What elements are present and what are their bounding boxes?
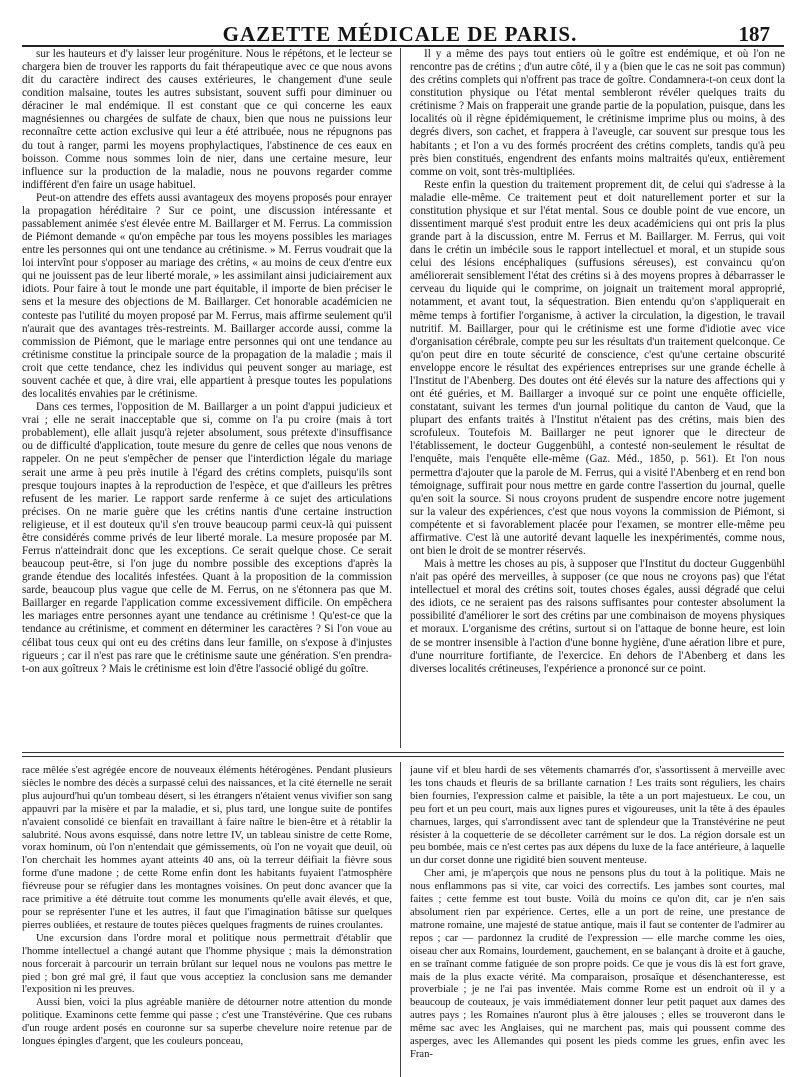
paragraph: Mais à mettre les choses au pis, à supposer que l'Institut du docteur Guggenbühl n'ait pas opéré des merveilles, à supposer (ce que nous ne croyons pas) que l'état intellectuel et moral des crétins soit, toutes choses égales, aussi dégradé que celui des idiots, ce ne seraient pas des raisons suffisantes pour contester absolument la possibilité d'améliorer le sort des crétins par une combinaison de moyens physiques et moraux. L'organisme des crétins, surtout si on l'attaque de bonne heure, est loin de se montrer insensible à l'action d'une bonne hygiène, d'une aération libre et pure, d'une nourriture fortifiante, de l'exercice. En dehors de l'Abenberg et dans les diverses localités crétineuses, l'expérience a prononcé sur ce point. [410,558,785,675]
journal-title: GAZETTE MÉDICALE DE PARIS. [222,22,578,46]
main-left-column [22,48,392,748]
paragraph: Reste enfin la question du traitement proprement dit, de celui qui s'adresse à la maladie elle-même. Ce traitement peut et doit naturellement porter et sur la constitution physique et sur l'état mental. Sous ce double point de vue encore, un dissentiment marqué s'est produit entre les deux académiciens qui ont pris la plus grande part à la discussion, entre M. Ferrus et M. Baillarger. M. Ferrus, qui voit dans le crétin un imbécile sous le rapport intellectuel et moral, et un stupide sous celui des lésions encéphaliques (suffusions séreuses), est convaincu qu'on améliorerait sensiblement l'état des crétins si à des moyens propres à débarrasser le cerveau du liquide qui le comprime, on joignait un traitement moral approprié, notamment, et avant tout, la séquestration. Bien entendu qu'on s'appliquerait en même temps à fortifier l'organisme, à activer la circulation, la digestion, le travail nutritif. M. Baillarger, pour qui le crétinisme est une forme d'idiotie avec vice d'organisation cérébrale, compte peu sur les résultats d'un traitement quelconque. Ce qu'on peut dire en toute sécurité de conscience, c'est qu'une certaine obscurité enveloppe encore le résultat des expériences entreprises sur une grande échelle à l'Institut de l'Abenberg. Des doutes ont été élevés sur la nature des affections qui y ont été guéries, et M. Baillarger a invoqué sur ce point une enquête officielle, constatant, suivant les termes d'un journal politique du canton de Vaud, que la plupart des enfants traités à l'Institut n'étaient pas des crétins, mais bien des scrofuleux. Toutefois M. Baillarger ne peut ignorer que le directeur de l'établissement, le docteur Guggenbühl, a contesté non-seulement le résultat de l'enquête, mais l'enquête elle-même (Gaz. Méd., 1850, p. 561). Et l'on nous permettra d'ajouter que la parole de M. Ferrus, qui a visité l'Abenberg et en rend bon témoignage, suffirait pour nous mettre en garde contre l'assertion du journal, quelle qu'en soit la source. Si nous croyons prudent de suspendre encore notre jugement sur la valeur des expériences, c'est que nous voyons la commission de Piémont, si compétente et si favorablement placée pour l'examen, se montrer elle-même peu affirmative. C'est là une autorité devant laquelle les inexpérimentés, comme nous, ont bien le droit de se montrer réservés. [410,178,785,557]
feuilleton-left-column [22,765,392,1077]
paragraph: Aussi bien, voici la plus agréable manière de détourner notre attention du monde politique. Examinons cette femme qui passe ; c'est une Transtévérine. Que ces rubans d'un rouge ardent posés en couronne sur sa superbe chevelure noire retenue par de longues épingles d'argent, que les couleurs ponceau, [22,997,392,1048]
paragraph: Dans ces termes, l'opposition de M. Baillarger a un point d'appui judicieux et vrai ; elle ne serait inacceptable que si, comme on l'a pu croire (mais à tort probablement), elle allait jusqu'à rejeter absolument, sous prétexte d'insuffisance ou de difficulté d'application, toute mesure du genre de celles que nous venons de rappeler. On ne peut s'empêcher de penser que l'interdiction légale du mariage serait une arme à peu près inutile à l'égard des crétins complets, puisqu'ils sont presque toujours inaptes à la reproduction de l'espèce, et que d'ailleurs les prêtres refusent de les marier. Le rapport sarde renferme à ce sujet des articulations précises. On ne marie guère que les crétins nantis d'une certaine instruction religieuse, et il est douteux qu'il s'en trouve beaucoup parmi ceux-là qui puissent être considérés comme privés de leur liberté morale. La mesure proposée par M. Ferrus n'atteindrait donc que les exceptions. Ce serait quelque chose. Ce serait beaucoup peut-être, si l'on juge du nombre possible des exceptions d'après la grande étendue des localités infestées. Quant à la proposition de la commission sarde, beaucoup plus vague que celle de M. Ferrus, on ne s'étonnera pas que M. Baillarger en regarde l'application comme excessivement difficile. On empêchera les mariages entre personnes ayant une tendance au crétinisme ! Qu'est-ce que la tendance au crétinisme, et comment en déterminer les caractères ? Si l'on voue au célibat tous ceux qui ont eu des crétins dans leur famille, on s'expose à d'injustes rigueurs ; car il n'est pas rare que le crétinisme saute une génération. S'en prendra-t-on aux goîtreux ? Mais le crétinisme est loin d'être l'associé obligé du goître. [22,401,392,675]
paragraph: Peut-on attendre des effets aussi avantageux des moyens proposés pour enrayer la propagation héréditaire ? Sur ce point, une discussion intéressante et passablement animée s'est élevée entre M. Baillarger et M. Ferrus. La commission de Piémont demande « qu'on empêche par tous les moyens possibles les mariages entre les personnes qui ont une tendance au crétinisme. » M. Ferrus voudrait que la loi intervînt pour s'opposer au mariage des crétins, « au moins de ceux d'entre eux qui ne jouissent pas de leur liberté morale, » les assimilant ainsi judiciairement aux idiots. Pour faire à tout le monde une part équitable, il importe de bien préciser le sens et la mesure des objections de M. Baillarger. Cet honorable académicien ne conteste pas l'utilité du moyen proposé par M. Ferrus, mais affirme seulement qu'il n'aurait que des avantages très-restreints. M. Baillarger accorde aussi, comme la commission de Piémont, que le mariage entre personnes qui ont une tendance au crétinisme constitue la principale source de la propagation de la maladie ; mais il croit que cette tendance, chez les individus qui peuvent songer au mariage, est souvent cachée et que, à dire vrai, elle appartient à presque toutes les populations des localités envahies par le crétinisme. [22,191,392,401]
paragraph: Cher ami, je m'aperçois que nous ne pensons plus du tout à la politique. Mais ne nous enflammons pas si vite, car voici des correctifs. Les jambes sont courtes, mal faites ; cette femme est tout buste. Voilà du moins ce qu'on dit, car je n'en sais absolument rien par expérience. Certes, elle a un port de reine, une prestance de matrone romaine, une majesté de statue antique, mais il faut se contenter de l'admirer au repos ; car — pardonnez la crudité de l'expression — elle marche comme les oies, oiseau cher aux Romains, lourdement, gauchement, en se balançant à droite et à gauche, en se traînant comme fatiguée de son propre poids. Ce que je vous dis là est fort grave, mais de la plus exacte vérité. Ma comparaison, prosaïque et désenchanteresse, est proverbiale ; je ne l'ai pas inventée. Mais comme Rome est un endroit où il y a beaucoup de couteaux, je vais immédiatement donner leur petit paquet aux dames des autres pays ; les Romaines n'auront plus à être jalouses ; elles se trouveront dans le même sac avec les Anglaises, qui ne marchent pas, mais qui poussent comme des asperges, avec les Allemandes qui posent les pieds comme les grues, enfin avec les Fran- [410,868,785,1060]
feuilleton-rule-top [22,752,784,753]
column-divider-top [400,48,401,748]
feuilleton-right-column [410,765,785,1077]
paragraph: race mêlée s'est agrégée encore de nouveaux éléments hétérogènes. Pendant plusieurs siècles le nombre des décès a surpassé celui des naissances, et la cité éternelle ne serait plus aujourd'hui qu'un tombeau désert, si les étrangers n'étaient venus vivifier son sang appauvri par la misère et par la maladie, et si, plus tard, une longue suite de pontifes n'avaient consolidé ce bienfait en travaillant à faire naître le bien-être et à rétablir la salubrité. Nous avons esquissé, dans notre lettre IV, un tableau sinistre de cette Rome, vorax hominum, où l'on n'entendait que gémissements, où l'on ne voyait que deuil, où l'on cherchait les hommes ayant atteints 40 ans, où la terreur déifiait la fièvre sous forme d'une madone ; de cette Rome enfin dont les habitants fuyaient l'atmosphère fiévreuse pour se réfugier dans les montagnes voisines. On peut donc avancer que la race primitive a été détruite tout comme les monuments qu'elle avait élevés, et que, pour se représenter l'une et les autres, il faut que l'imagination bâtisse sur quelques pierres oubliées, et restaure de toutes pièces quelques fragments de ruines croulantes. [22,765,392,931]
paragraph: Une excursion dans l'ordre moral et politique nous permettrait d'établir que l'homme intellectuel a changé autant que l'homme physique ; mais la démonstration nous forcerait à parcourir un terrain brûlant sur lequel nous ne voulons pas mettre le pied ; bon gré mal gré, il faut que vous acceptiez la conclusion sans me demander l'exposition ni les preuves. [22,932,392,996]
main-right-column [410,48,785,748]
paragraph: jaune vif et bleu hardi de ses vêtements chamarrés d'or, s'assortissent à merveille avec les tons chauds et fleuris de sa brillante carnation ! Les traits sont réguliers, les chairs bien fournies, l'expression calme et paisible, la tête a un port majestueux. Le cou, un peu fort et un peu court, mais aux lignes pures et vigoureuses, unit la tête à des épaules charnues, larges, qui s'arrondissent avec tant de splendeur que la Transtévérine ne peut résister à la coquetterie de se décolleter carrément sur le dos. La région dorsale est un peu bombée, mais ce n'est certes pas aux dépens du luxe de la face antérieure, à laquelle un dur corset donne une rigidité bien souvent menteuse. [410,765,785,867]
feuilleton-rule-bottom [22,756,784,757]
paragraph: Il y a même des pays tout entiers où le goître est endémique, et où l'on ne rencontre pas de crétins ; d'un autre côté, il y a (bien que le cas ne soit pas commun) des crétins complets qui n'offrent pas trace de goître. Condamnera-t-on ceux dont la constitution physique ou l'état mental sembleront révéler quelques traits du crétinisme ? Mais on frapperait une grande partie de la population, puisque, dans les localités où il règne épidémiquement, le crétinisme imprime plus ou moins, à des degrés divers, son cachet, et frappera à l'aveugle, car souvent sur presque tous les habitants ; et l'on a vu des formés procréent des crétins complets, tandis qu'à peu près bien constitués, engendrent des enfants moins maltraités qu'eux, entièrement comme on voit, sont très-multipliées. [410,48,785,178]
paragraph: sur les hauteurs et d'y laisser leur progéniture. Nous le répétons, et le lecteur se chargera bien de trouver les rapports du fait thérapeutique avec ce que nous avons dit du caractère indirect des causes extérieures, le changement d'une seule condition malsaine, toutes les autres subsistant, souvent suffi pour diminuer ou déraciner le mal endémique. Il est constant que ce qui concerne les eaux magnésiennes ou chargées de sulfate de chaux, bien que nous ne puissions leur reconnaître cette action exclusive qui leur a été attribuée, nous ne répugnons pas du tout à ranger, parmi les moyens prophylactiques, l'abstinence de ces eaux en boisson. Comme nous sommes loin de nier, dans une certaine mesure, leur influence sur la production de la maladie, nous ne pouvons regarder comme indifférent d'en faire un usage habituel. [22,48,392,191]
header-rule [22,45,784,47]
page-number: 187 [738,22,770,46]
column-divider-bottom [400,762,401,1077]
